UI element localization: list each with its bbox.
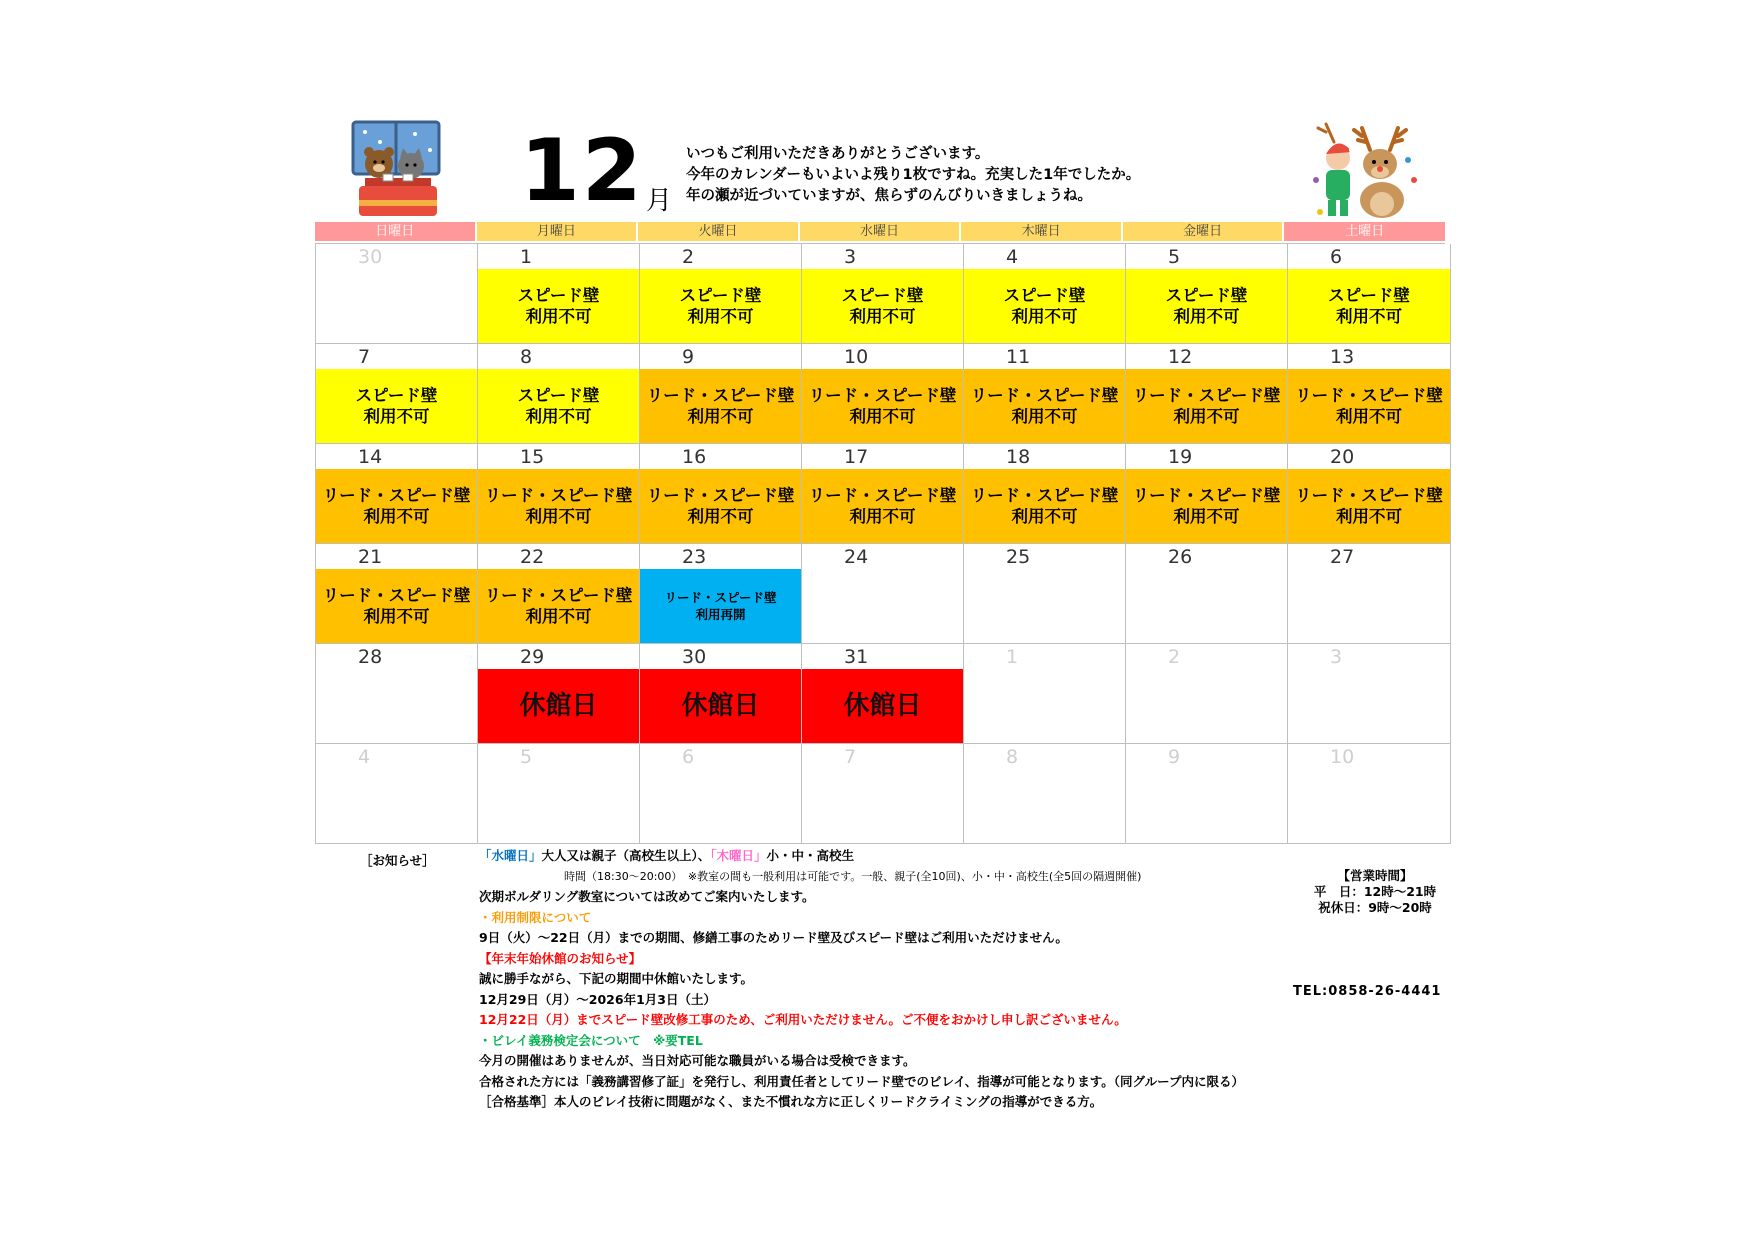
belay-title: ・ビレイ義務検定会について ※要TEL — [479, 1032, 703, 1048]
day-event-yellow — [640, 269, 801, 343]
calendar-day-cell[interactable] — [964, 644, 1126, 744]
calendar-day-cell[interactable] — [964, 544, 1126, 644]
calendar-week-row — [316, 744, 1445, 844]
event-line: スピード壁 — [679, 286, 762, 305]
calendar-day-cell[interactable] — [964, 244, 1126, 344]
day-number: 4 — [1006, 246, 1019, 268]
event-line: リード・スピード壁 — [1295, 486, 1443, 505]
event-line: リード・スピード壁 — [484, 486, 633, 505]
event-line: スピード壁 — [355, 386, 438, 405]
calendar-day-cell[interactable] — [964, 744, 1126, 844]
business-hours-holiday: 祝休日：9時～20時 — [1318, 900, 1432, 915]
calendar-day-cell[interactable] — [1126, 344, 1288, 444]
event-line: 利用不可 — [363, 507, 430, 526]
calendar-day-cell[interactable] — [1126, 244, 1288, 344]
day-number: 1 — [1006, 646, 1019, 668]
belay-text-2: 合格された方には「義務講習修了証」を発行し、利用責任者としてリード壁でのビレイ、指導が可能となります。（同グループ内に限る） — [479, 1073, 1245, 1089]
day-number: 11 — [1006, 346, 1031, 368]
day-event-orange — [964, 369, 1125, 443]
day-number: 2 — [682, 246, 695, 268]
day-number: 2 — [1168, 646, 1181, 668]
event-line: 利用不可 — [363, 407, 430, 426]
business-hours-weekday: 平 日：12時～21時 — [1313, 884, 1437, 899]
wednesday-desc: 大人又は親子（高校生以上）、 — [541, 848, 711, 863]
event-line: リード・スピード壁 — [646, 386, 795, 405]
day-number: 31 — [844, 646, 869, 668]
calendar-day-cell[interactable] — [640, 744, 802, 844]
event-line: 利用不可 — [849, 307, 916, 326]
day-event-orange — [1288, 469, 1450, 543]
day-number: 7 — [358, 346, 371, 368]
day-event-orange — [316, 469, 477, 543]
calendar-week-row — [316, 244, 1445, 344]
calendar-week-row — [316, 344, 1445, 444]
day-number: 8 — [1006, 746, 1019, 768]
day-event-yellow — [1126, 269, 1287, 343]
event-line: 利用不可 — [363, 607, 430, 626]
event-line: リード・スピード壁 — [808, 486, 957, 505]
event-line: スピード壁 — [517, 386, 600, 405]
event-line: 利用再開 — [695, 607, 746, 622]
event-line: 利用不可 — [849, 507, 916, 526]
belay-text-1: 今月の開催はありませんが、当日対応可能な職員がいる場合は受検できます。 — [479, 1053, 916, 1068]
day-number: 6 — [1330, 246, 1343, 268]
business-hours-title: 【営業時間】 — [1337, 868, 1413, 883]
month-suffix: 月 — [646, 186, 673, 216]
weekday-header-friday: 金曜日 — [1123, 222, 1283, 241]
day-number: 7 — [844, 746, 857, 768]
calendar-day-cell[interactable] — [316, 544, 478, 644]
event-line: 利用不可 — [1173, 507, 1240, 526]
weekday-header-saturday: 土曜日 — [1284, 222, 1445, 241]
event-line: 利用不可 — [687, 407, 754, 426]
day-number: 10 — [844, 346, 869, 368]
day-number: 30 — [682, 646, 707, 668]
event-line: 利用不可 — [1336, 507, 1402, 526]
calendar-day-cell[interactable] — [316, 344, 478, 444]
calendar-day-cell[interactable] — [1288, 644, 1451, 744]
holiday-period: 12月29日（月）～2026年1月3日（土） — [479, 991, 716, 1007]
restriction-title: ・利用制限について — [479, 909, 592, 925]
event-line: リード・スピード壁 — [484, 586, 633, 605]
calendar-day-cell[interactable] — [1288, 244, 1451, 344]
calendar-day-cell[interactable] — [640, 244, 802, 344]
day-number: 29 — [520, 646, 545, 668]
day-number: 4 — [358, 746, 371, 768]
reindeer-santa-illustration — [1310, 120, 1420, 222]
event-line: リード・スピード壁 — [1132, 486, 1281, 505]
calendar-day-cell[interactable] — [802, 644, 964, 744]
day-event-orange — [802, 369, 963, 443]
day-number: 9 — [682, 346, 695, 368]
event-line: 利用不可 — [1011, 507, 1078, 526]
thursday-tag: 「木曜日」 — [710, 848, 767, 863]
event-line: 利用不可 — [1011, 307, 1078, 326]
notices-section — [479, 846, 1244, 1113]
day-number: 3 — [844, 246, 857, 268]
day-number: 3 — [1330, 646, 1343, 668]
calendar-week-row — [316, 444, 1445, 544]
calendar-day-cell[interactable] — [802, 244, 964, 344]
day-event-red — [802, 669, 963, 743]
day-number: 19 — [1168, 446, 1193, 468]
calendar-day-cell[interactable] — [640, 544, 802, 644]
class-schedule-line — [479, 846, 1244, 867]
event-line: 休館日 — [681, 691, 760, 721]
day-event-blue — [640, 569, 801, 643]
event-line: リード・スピード壁 — [1132, 386, 1281, 405]
day-number: 1 — [520, 246, 533, 268]
day-number: 5 — [1168, 246, 1181, 268]
day-event-yellow — [964, 269, 1125, 343]
calendar-day-cell[interactable] — [478, 744, 640, 844]
calendar-day-cell[interactable] — [1288, 344, 1451, 444]
event-line: 利用不可 — [1011, 407, 1078, 426]
calendar-day-cell[interactable] — [802, 544, 964, 644]
calendar-grid — [315, 243, 1445, 844]
wednesday-tag: 「水曜日」 — [479, 848, 542, 863]
calendar-day-cell[interactable] — [316, 644, 478, 744]
day-event-yellow — [478, 269, 639, 343]
event-line: 休館日 — [843, 691, 922, 721]
day-event-orange — [1288, 369, 1450, 443]
day-number: 5 — [520, 746, 533, 768]
weekday-header-row — [315, 222, 1445, 242]
day-event-yellow — [478, 369, 639, 443]
day-number: 26 — [1168, 546, 1193, 568]
day-event-orange — [640, 469, 801, 543]
event-line: 利用不可 — [849, 407, 916, 426]
calendar-day-cell[interactable] — [478, 544, 640, 644]
calendar-day-cell[interactable] — [1126, 644, 1288, 744]
day-event-orange — [802, 469, 963, 543]
event-line: スピード壁 — [841, 286, 924, 305]
day-number: 13 — [1330, 346, 1355, 368]
event-line: 利用不可 — [1336, 407, 1402, 426]
day-number: 9 — [1168, 746, 1181, 768]
day-number: 24 — [844, 546, 869, 568]
day-number: 25 — [1006, 546, 1031, 568]
event-line: 利用不可 — [687, 307, 754, 326]
event-line: リード・スピード壁 — [970, 386, 1119, 405]
calendar-day-cell[interactable] — [316, 444, 478, 544]
calendar-day-cell[interactable] — [802, 344, 964, 444]
day-event-orange — [478, 569, 639, 643]
day-number: 21 — [358, 546, 383, 568]
bear-cat-kotatsu-illustration — [345, 120, 447, 222]
calendar-day-cell[interactable] — [1288, 544, 1451, 644]
greeting-message — [686, 144, 1140, 207]
day-event-orange — [964, 469, 1125, 543]
calendar-day-cell[interactable] — [802, 744, 964, 844]
day-number: 28 — [358, 646, 383, 668]
class-time-line: 時間（18:30～20:00） ※教室の間も一般利用は可能です。一般、親子(全10回)、小・中・高校生(全5回の隔週開催) — [564, 869, 1142, 883]
day-event-yellow — [316, 369, 477, 443]
event-line: 利用不可 — [1336, 307, 1402, 326]
next-class-line: 次期ボルダリング教室については改めてご案内いたします。 — [479, 889, 815, 904]
calendar-day-cell[interactable] — [1126, 744, 1288, 844]
weekday-header-wednesday: 水曜日 — [800, 222, 960, 241]
event-line: リード・スピード壁 — [808, 386, 957, 405]
event-line: 利用不可 — [525, 407, 592, 426]
weekday-header-monday: 月曜日 — [477, 222, 637, 241]
calendar-day-cell[interactable] — [478, 344, 640, 444]
day-number: 8 — [520, 346, 533, 368]
day-event-red — [478, 669, 639, 743]
day-number: 22 — [520, 546, 545, 568]
event-line: スピード壁 — [1328, 286, 1410, 305]
month-number: 12 — [520, 121, 644, 221]
day-number: 30 — [358, 246, 383, 268]
calendar-day-cell[interactable] — [964, 344, 1126, 444]
restriction-text: 9日（火）～22日（月）までの期間、修繕工事のためリード壁及びスピード壁はご利用いただけません。 — [479, 930, 1068, 945]
greeting-line: 年の瀬が近づいていますが、焦らずのんびりいきましょうね。 — [686, 188, 1092, 204]
event-line: 利用不可 — [1173, 307, 1240, 326]
calendar-day-cell[interactable] — [478, 444, 640, 544]
day-event-orange — [640, 369, 801, 443]
day-number: 17 — [844, 446, 869, 468]
weekday-header-sunday: 日曜日 — [315, 222, 475, 241]
day-number: 6 — [682, 746, 695, 768]
day-number: 16 — [682, 446, 707, 468]
holiday-text: 誠に勝手ながら、下記の期間中休館いたします。 — [479, 971, 754, 986]
calendar-day-cell[interactable] — [640, 344, 802, 444]
day-number: 20 — [1330, 446, 1355, 468]
day-number: 15 — [520, 446, 545, 468]
event-line: スピード壁 — [517, 286, 600, 305]
event-line: 利用不可 — [525, 607, 592, 626]
calendar-week-row — [316, 644, 1445, 744]
day-event-yellow — [802, 269, 963, 343]
event-line: リード・スピード壁 — [1295, 386, 1443, 405]
event-line: リード・スピード壁 — [646, 486, 795, 505]
calendar-day-cell[interactable] — [964, 444, 1126, 544]
event-line: 利用不可 — [1173, 407, 1240, 426]
calendar-day-cell[interactable] — [478, 244, 640, 344]
calendar-day-cell[interactable] — [640, 644, 802, 744]
day-number: 12 — [1168, 346, 1193, 368]
day-number: 27 — [1330, 546, 1355, 568]
event-line: リード・スピード壁 — [970, 486, 1119, 505]
calendar-day-cell[interactable] — [1288, 444, 1451, 544]
calendar-day-cell[interactable] — [316, 244, 478, 344]
greeting-line: いつもご利用いただきありがとうございます。 — [686, 146, 990, 162]
event-line: リード・スピード壁 — [664, 590, 777, 605]
phone-number: TEL:0858-26-4441 — [1293, 984, 1442, 999]
weekday-header-tuesday: 火曜日 — [638, 222, 798, 241]
thursday-desc: 小・中・高校生 — [766, 848, 855, 863]
calendar-day-cell[interactable] — [1126, 544, 1288, 644]
day-event-orange — [478, 469, 639, 543]
event-line: 休館日 — [519, 691, 598, 721]
belay-text-3: ［合格基準］本人のビレイ技術に問題がなく、また不慣れな方に正しくリードクライミングの指導ができる方。 — [479, 1094, 1103, 1109]
day-event-red — [640, 669, 801, 743]
calendar-week-row — [316, 544, 1445, 644]
day-event-orange — [1126, 369, 1287, 443]
weekday-header-thursday: 木曜日 — [961, 222, 1121, 241]
notice-label: ［お知らせ］ — [360, 853, 435, 868]
day-number: 14 — [358, 446, 383, 468]
calendar-day-cell[interactable] — [640, 444, 802, 544]
speed-wall-notice: 12月22日（月）までスピード壁改修工事のため、ご利用いただけません。ご不便をおかけし申し訳ございません。 — [479, 1012, 1127, 1027]
day-number: 18 — [1006, 446, 1031, 468]
day-event-orange — [1126, 469, 1287, 543]
event-line: リード・スピード壁 — [322, 486, 471, 505]
day-event-yellow — [1288, 269, 1450, 343]
calendar-day-cell[interactable] — [802, 444, 964, 544]
day-number: 10 — [1330, 746, 1355, 768]
event-line: スピード壁 — [1165, 286, 1248, 305]
day-number: 23 — [682, 546, 707, 568]
business-hours — [1300, 868, 1450, 916]
calendar-day-cell[interactable] — [316, 744, 478, 844]
calendar — [315, 222, 1445, 844]
calendar-day-cell[interactable] — [1126, 444, 1288, 544]
holiday-title: 【年末年始休館のお知らせ】 — [479, 950, 642, 966]
event-line: 利用不可 — [525, 307, 592, 326]
greeting-line: 今年のカレンダーもいよいよ残り1枚ですね。充実した1年でしたか。 — [686, 167, 1141, 183]
calendar-day-cell[interactable] — [1288, 744, 1451, 844]
event-line: リード・スピード壁 — [322, 586, 471, 605]
event-line: 利用不可 — [687, 507, 754, 526]
calendar-day-cell[interactable] — [478, 644, 640, 744]
day-event-orange — [316, 569, 477, 643]
event-line: 利用不可 — [525, 507, 592, 526]
event-line: スピード壁 — [1003, 286, 1086, 305]
